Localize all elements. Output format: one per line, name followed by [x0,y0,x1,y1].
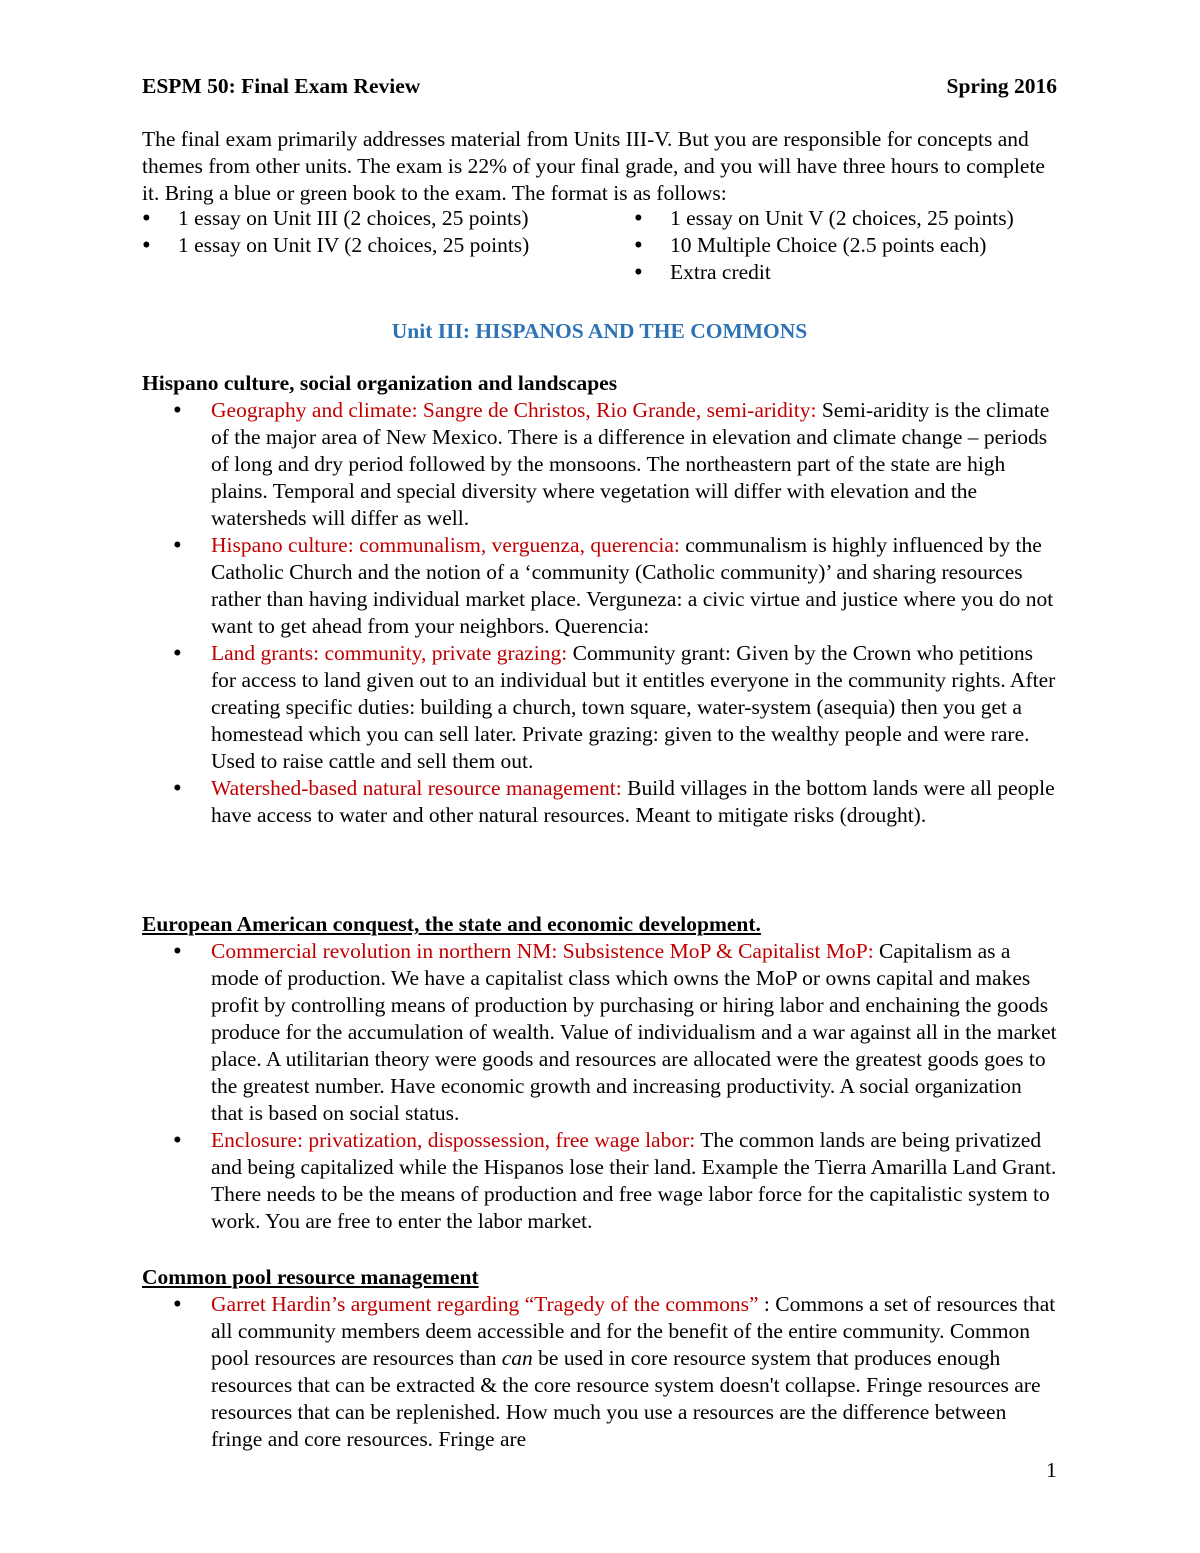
section-hispano-culture [142,370,1057,829]
list-item [142,640,1057,775]
definition: The common lands are being privatized and being capitalized while the Hispanos lose their land. Example the Tierra Amarilla Land Grant. There needs to be the means of production and free wage labor force for the capitalistic system to work. You are free to enter the labor market. [211,1128,1057,1233]
format-item: • 1 essay on Unit III (2 choices, 25 points) [142,205,572,232]
definition: Community grant: Given by the Crown who petitions for access to land given out to an individual but it entitles everyone in the community rights. After creating specific duties: building a church, town square, water-system (asequia) then you get a homestead which you can sell later. Private grazing: given to the wealthy people and were rare. Used to raise cattle and sell them out. [211,641,1056,773]
exam-format-list-right [634,205,1064,286]
section-heading: European American conquest, the state and economic development. [142,912,761,936]
list-item [142,532,1057,640]
term: Hispano culture: communalism, verguenza, querencia: [211,533,680,557]
term: Enclosure: privatization, dispossession, free wage labor: [211,1128,696,1152]
unit-title: Unit III: HISPANOS AND THE COMMONS [391,319,808,343]
intro-paragraph [142,126,1062,207]
section-list [142,1291,1057,1453]
term: Commercial revolution in northern NM: Subsistence MoP & Capitalist MoP: [211,939,874,963]
definition: Capitalism as a mode of production. We have a capitalist class which owns the MoP or owns capital and makes profit by controlling means of production by purchasing or hiring labor and enchaining the goods produce for the accumulation of wealth. Value of individualism and a war against all in the market place. A utilitarian theory were goods and resources are allocated were the greatest goods goes to the greatest number. Have economic growth and increasing productivity. A social organization that is based on social status. [211,939,1057,1125]
format-item: • 1 essay on Unit IV (2 choices, 25 points) [142,232,572,259]
definition-continued: be used in core resource system that produces enough resources that can be extracted & the core resource system doesn't collapse. Fringe resources are resources that can be replenished. How much you use a resources are the difference between fringe and core resources. Fringe are [211,1346,1041,1451]
definition: Semi-aridity is the climate of the major area of New Mexico. There is a difference in elevation and climate change – periods of long and dry period followed by the monsoons. The northeastern part of the state are high plains. Temporal and special diversity where vegetation will differ with elevation and the watersheds will differ as well. [211,398,1050,530]
course-title: ESPM 50: Final Exam Review [142,74,421,98]
section-common-pool [142,1264,1057,1453]
term: Geography and climate: Sangre de Christos, Rio Grande, semi-aridity: [211,398,817,422]
emphasis: can [501,1346,533,1370]
term: Watershed-based natural resource management: [211,776,622,800]
section-heading: Common pool resource management [142,1265,479,1289]
definition: : Commons a set of resources that all community members deem accessible and for the benefit of the entire community. Common pool resources are resources than [211,1292,1056,1370]
intro-text: The final exam primarily addresses material from Units III-V. But you are responsible for concepts and themes from other units. The exam is 22% of your final grade, and you will have three hours to complete it. Bring a blue or green book to the exam. The format is as follows: [142,127,1045,205]
definition: communalism is highly influenced by the Catholic Church and the notion of a ‘community (Catholic community)’ and sharing resources rather than having individual market place. Verguneza: a civic virtue and justice where you do not want to get ahead from your neighbors. Querencia: [211,533,1054,638]
section-list [142,397,1057,829]
format-item: • Extra credit [634,259,1064,286]
definition: Build villages in the bottom lands were all people have access to water and other natural resources. Meant to mitigate risks (drought). [211,776,1055,827]
exam-format-list-left [142,205,572,259]
section-list [142,938,1057,1235]
section-european-conquest [142,911,1057,1235]
list-item [142,938,1057,1127]
list-item [142,397,1057,532]
term: Land grants: community, private grazing: [211,641,568,665]
format-item: • 1 essay on Unit V (2 choices, 25 points) [634,205,1064,232]
list-item [142,1127,1057,1235]
page-number: 1 [1046,1458,1057,1482]
term: Garret Hardin’s argument regarding “Tragedy of the commons” [211,1292,759,1316]
list-item [142,1291,1057,1453]
format-item: • 10 Multiple Choice (2.5 points each) [634,232,1064,259]
term-label: Spring 2016 [946,74,1057,98]
list-item [142,775,1057,829]
section-heading: Hispano culture, social organization and landscapes [142,371,618,395]
